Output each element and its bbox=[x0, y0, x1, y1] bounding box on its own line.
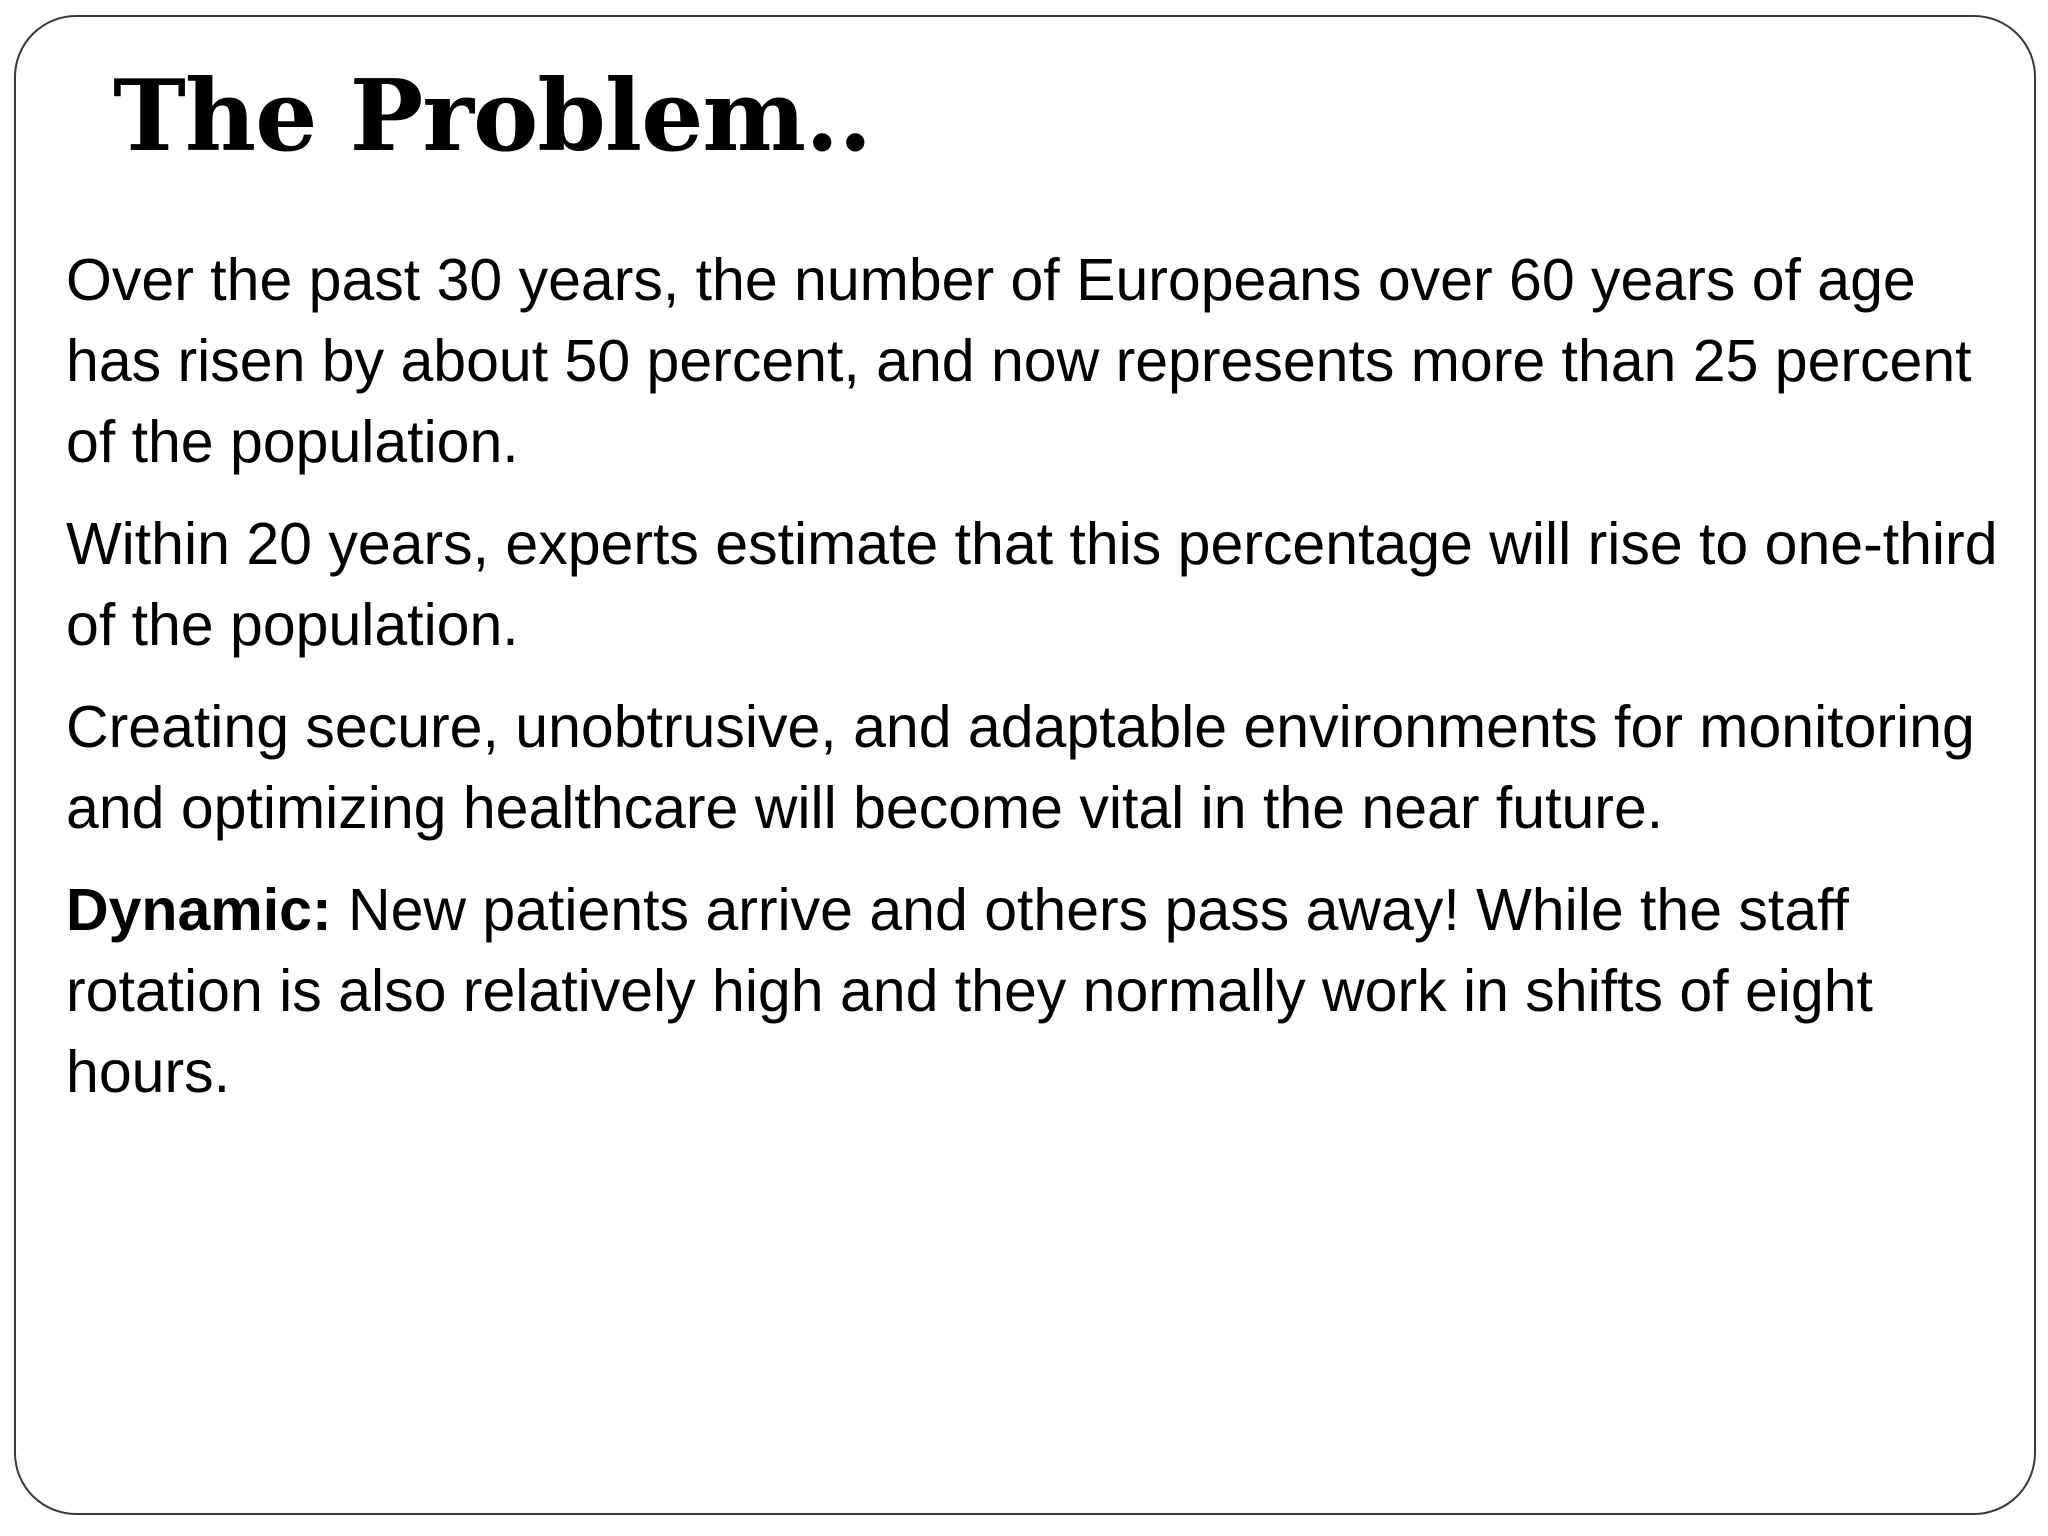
slide-body bbox=[66, 240, 2006, 1134]
paragraph-twenty-year-estimate: Within 20 years, experts estimate that this percentage will rise to one-third of the population. bbox=[66, 511, 1998, 658]
dynamic-text: New patients arrive and others pass away! While the staff rotation is also relatively high and they normally work in shifts of eight hours. bbox=[66, 877, 1873, 1105]
paragraph-healthcare-environments: Creating secure, unobtrusive, and adaptable environments for monitoring and optimizing healthcare will become vital in the near future. bbox=[66, 694, 1975, 841]
slide-title: The Problem.. bbox=[113, 59, 872, 174]
dynamic-label: Dynamic: bbox=[66, 877, 332, 943]
paragraph-dynamic bbox=[66, 870, 2006, 1113]
paragraph-europeans-over-60: Over the past 30 years, the number of Europeans over 60 years of age has risen by about 50 percent, and now represents more than 25 percent of the population. bbox=[66, 247, 1972, 475]
